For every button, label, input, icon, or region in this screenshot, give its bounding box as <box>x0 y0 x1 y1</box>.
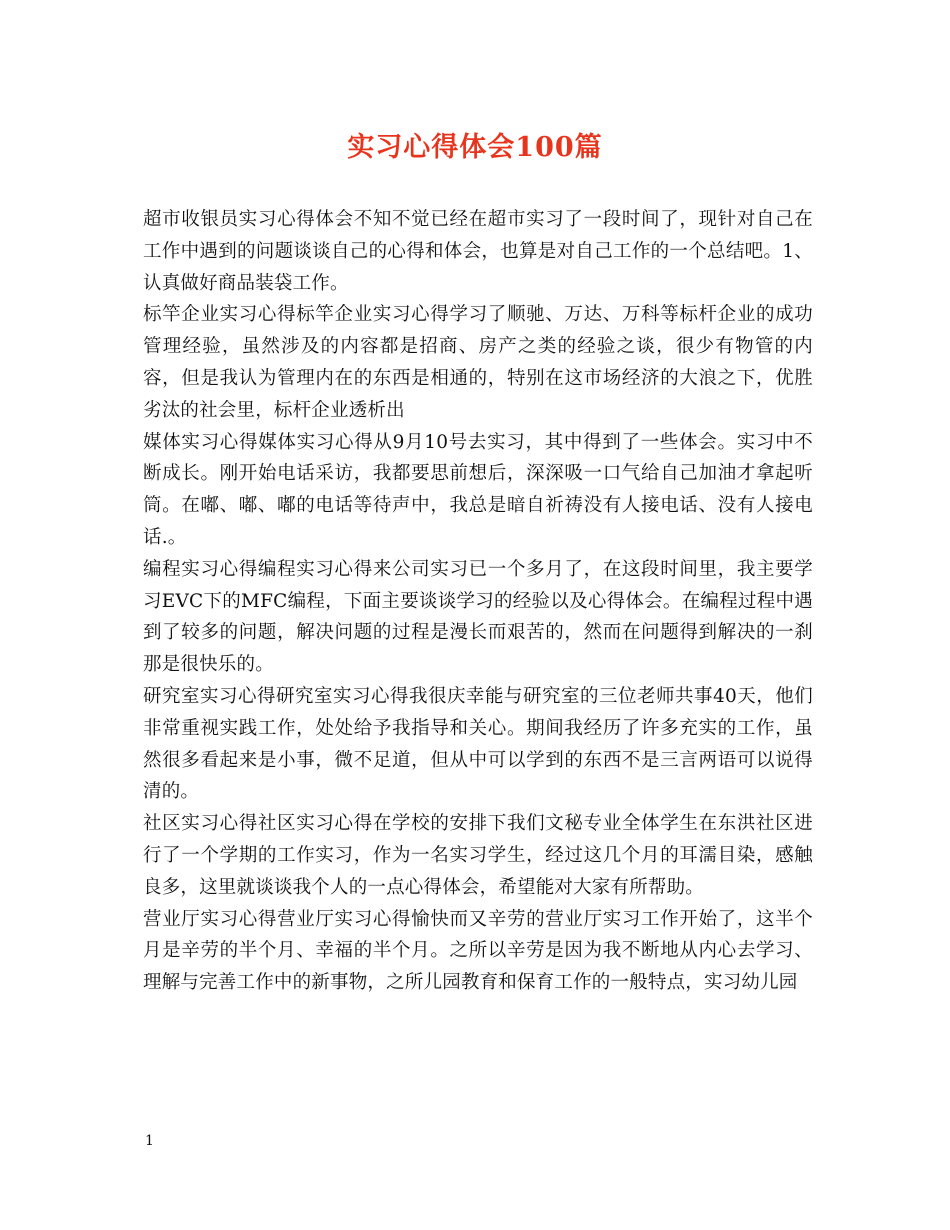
paragraph-research-office: 研究室实习心得研究室实习心得我很庆幸能与研究室的三位老师共事40天，他们非常重视实践工作，处处给予我指导和关心。期间我经历了许多充实的工作，虽然很多看起来是小事，微不足道，但从中可以学到的东西不是三言两语可以说得清的。 <box>143 685 813 803</box>
document-title: 实习心得体会100篇 <box>347 132 603 163</box>
paragraph-benchmark-enterprise: 标竿企业实习心得标竿企业实习心得学习了顺驰、万达、万科等标杆企业的成功管理经验，虽然涉及的内容都是招商、房产之类的经验之谈，很少有物管的内容，但是我认为管理内在的东西是相通的，特别在这市场经济的大浪之下，优胜劣汰的社会里，标杆企业透析出 <box>143 304 813 421</box>
page-number: 1 <box>145 1133 154 1149</box>
paragraph-programming: 编程实习心得编程实习心得来公司实习已一个多月了，在这段时间里，我主要学习EVC下的MFC编程，下面主要谈谈学习的经验以及心得体会。在编程过程中遇到了较多的问题，解决问题的过程是漫长而艰苦的，然而在问题得到解决的一刹那是很快乐的。 <box>143 558 813 676</box>
document-body <box>143 204 813 999</box>
paragraph-supermarket-cashier: 超市收银员实习心得体会不知不觉已经在超市实习了一段时间了，现针对自己在工作中遇到的问题谈谈自己的心得和体会，也算是对自己工作的一个总结吧。1、认真做好商品装袋工作。 <box>143 209 813 294</box>
paragraph-community: 社区实习心得社区实习心得在学校的安排下我们文秘专业全体学生在东洪社区进行了一个学期的工作实习，作为一名实习学生，经过这几个月的耳濡目染，感触良多，这里就谈谈我个人的一点心得体会，希望能对大家有所帮助。 <box>143 813 813 898</box>
paragraph-business-hall: 营业厅实习心得营业厅实习心得愉快而又辛劳的营业厅实习工作开始了，这半个月是辛劳的半个月、幸福的半个月。之所以辛劳是因为我不断地从内心去学习、理解与完善工作中的新事物，之所儿园教育和保育工作的一般特点，实习幼儿园 <box>143 908 813 994</box>
paragraph-media: 媒体实习心得媒体实习心得从9月10号去实习，其中得到了一些体会。实习中不断成长。刚开始电话采访，我都要思前想后，深深吸一口气给自己加油才拿起听筒。在嘟、嘟、嘟的电话等待声中，我总是暗自祈祷没有人接电话、没有人接电话.。 <box>143 431 813 548</box>
